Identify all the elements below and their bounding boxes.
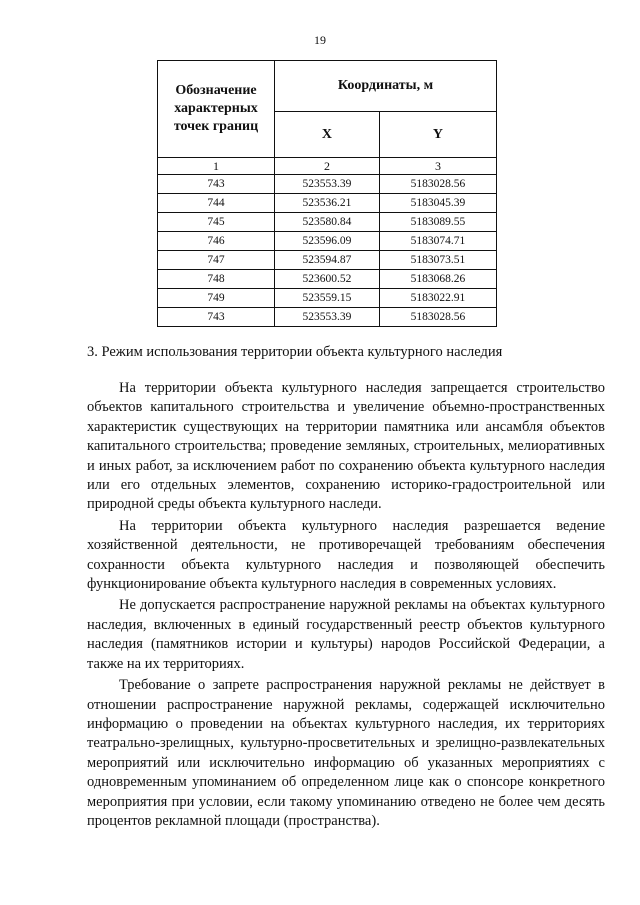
table-row [158, 194, 497, 213]
header-coordinates: Координаты, м [275, 61, 497, 112]
y-coordinate: 5183074.71 [379, 232, 496, 251]
table-row [158, 232, 497, 251]
table-row [158, 289, 497, 308]
header-designation: Обозначение характерных точек границ [158, 61, 275, 158]
y-coordinate: 5183028.56 [379, 175, 496, 194]
coordinates-table [157, 60, 497, 327]
x-coordinate: 523596.09 [275, 232, 380, 251]
paragraph: На территории объекта культурного наследия разрешается ведение хозяйственной деятельности, не противоречащей требованиям обеспечения сохранности объекта культурного наследия и позволяющей обеспечить функционирование объекта культурного наследия в современных условиях. [87, 517, 605, 593]
y-coordinate: 5183073.51 [379, 251, 496, 270]
point-id: 748 [158, 270, 275, 289]
table-row [158, 175, 497, 194]
column-number-row [158, 158, 497, 175]
point-id: 746 [158, 232, 275, 251]
page-number: 19 [314, 33, 326, 47]
paragraph: Требование о запрете распространения наружной рекламы не действует в отношении распространение наружной рекламы, содержащей исключительно информацию о проведении на объектах культурного наследия, их территориях театрально-зрелищных, культурно-просветительных и зрелищно-развлекательных мероприятий или исключительно информацию об указанных мероприятиях с одновременным упоминанием об определенном лице как о спонсоре конкретного мероприятия при условии, если такому упоминанию отведено не более чем десять процентов рекламной площади (пространства). [87, 677, 605, 829]
point-id: 744 [158, 194, 275, 213]
paragraph: Не допускается распространение наружной рекламы на объектах культурного наследия, включенных в единый государственный реестр объектов культурного наследия (памятников истории и культуры) народов Российской Федерации, а также на их территориях. [87, 597, 605, 672]
column-number: 1 [158, 158, 275, 175]
x-coordinate: 523580.84 [275, 213, 380, 232]
table-row [158, 308, 497, 327]
y-coordinate: 5183089.55 [379, 213, 496, 232]
body-text [87, 379, 605, 833]
point-id: 745 [158, 213, 275, 232]
header-x: X [275, 112, 380, 158]
point-id: 743 [158, 175, 275, 194]
column-number: 2 [275, 158, 380, 175]
point-id: 743 [158, 308, 275, 327]
y-coordinate: 5183045.39 [379, 194, 496, 213]
x-coordinate: 523594.87 [275, 251, 380, 270]
x-coordinate: 523553.39 [275, 175, 380, 194]
section-heading: 3. Режим использования территории объекта культурного наследия [87, 344, 503, 360]
header-y: Y [379, 112, 496, 158]
x-coordinate: 523559.15 [275, 289, 380, 308]
table-row [158, 213, 497, 232]
point-id: 747 [158, 251, 275, 270]
table-row [158, 270, 497, 289]
paragraph: На территории объекта культурного наследия запрещается строительство объектов капитального строительства и увеличение объемно-пространственных характеристик существующих на территории памятника или ансамбля объектов капитального строительства; проведение земляных, строительных, мелиоративных и иных работ, за исключением работ по сохранению объекта культурного наследия или его отдельных элементов, сохранению историко-градостроительной или природной среды объекта культурного наследи. [87, 380, 605, 513]
x-coordinate: 523536.21 [275, 194, 380, 213]
y-coordinate: 5183022.91 [379, 289, 496, 308]
table-row [158, 251, 497, 270]
column-number: 3 [379, 158, 496, 175]
x-coordinate: 523553.39 [275, 308, 380, 327]
x-coordinate: 523600.52 [275, 270, 380, 289]
y-coordinate: 5183068.26 [379, 270, 496, 289]
y-coordinate: 5183028.56 [379, 308, 496, 327]
point-id: 749 [158, 289, 275, 308]
